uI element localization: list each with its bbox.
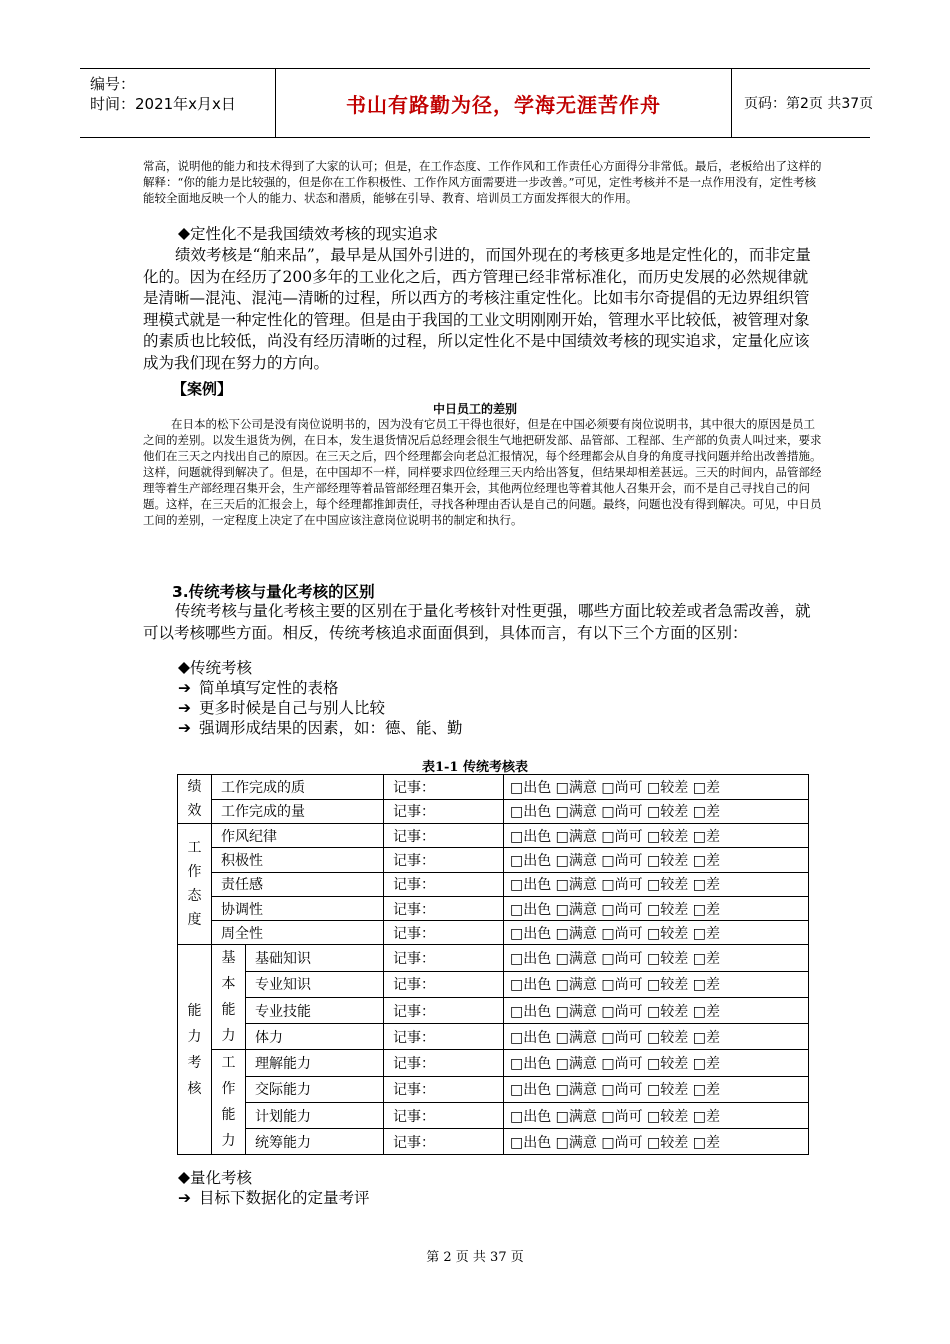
item-cell: 基础知识 <box>246 945 384 971</box>
header-page-cell <box>732 69 874 137</box>
rating-options: □出色 □满意 □尚可 □较差 □差 <box>504 872 809 896</box>
table-row <box>178 799 809 824</box>
traditional-heading <box>178 658 252 678</box>
quant-point: ➔ 目标下数据化的定量考评 <box>178 1189 370 1207</box>
note-cell: 记事： <box>384 799 504 824</box>
rating-options: □出色 □满意 □尚可 □较差 □差 <box>504 896 809 920</box>
quant-heading-text: 量化考核 <box>190 1169 253 1187</box>
case-text: 在日本的松下公司是没有岗位说明书的，因为没有它员工干得也很好，但是在中国必须要有岗位说明书，其中很大的原因是员工之间的差别。以发生退货为例，在日本，发生退货情况后总经理会很生气地把研发部、品管部、工程部、生产部的负责人叫过来，要求他们在三天之内找出自己的原因。在三天之后，四个经理都会向老总汇报情况，每个经理都会从自身的角度寻找问题并给出改善措施。这样，问题就得到解决了。但是，在中国却不一样，同样要求四位经理三天内给出答复，但结果却相差甚远。三天的时间内，品管部经理等着生产部经理召集开会，生产部经理等着品管部经理召集开会，其他两位经理也等着其他人召集开会，而不是自己寻找自己的问题。这样，在三天后的汇报会上，每个经理都推卸责任，寻找各种理由否认是自己的问题。最终，问题也没有得到解决。可见，中日员工间的差别，一定程度上决定了在中国应该注意岗位说明书的制定和执行。 <box>143 417 822 527</box>
table-row <box>178 1024 809 1050</box>
diamond-bullet-icon <box>178 228 190 240</box>
rating-options: □出色 □满意 □尚可 □较差 □差 <box>504 921 809 945</box>
item-cell: 交际能力 <box>246 1076 384 1102</box>
header-time-label: 时间：2021年x月x日 <box>90 95 236 113</box>
note-cell: 记事： <box>384 1024 504 1050</box>
traditional-evaluation-table <box>177 774 809 1155</box>
arrow-right-icon: ➔ <box>178 699 191 717</box>
header-number-label: 编号： <box>90 75 136 93</box>
table-row <box>178 997 809 1023</box>
arrow-right-icon: ➔ <box>178 1189 191 1207</box>
note-cell: 记事： <box>384 1102 504 1128</box>
table-row <box>178 1129 809 1155</box>
rating-options: □出色 □满意 □尚可 □较差 □差 <box>504 1024 809 1050</box>
case-title: 中日员工的差别 <box>432 402 517 416</box>
item-cell: 计划能力 <box>246 1102 384 1128</box>
quant-heading <box>178 1168 252 1188</box>
rating-options: □出色 □满意 □尚可 □较差 □差 <box>504 997 809 1023</box>
note-cell: 记事： <box>384 824 504 848</box>
item-cell: 体力 <box>246 1024 384 1050</box>
point-heading-text: 定性化不是我国绩效考核的现实追求 <box>190 225 439 243</box>
traditional-heading-text: 传统考核 <box>190 659 253 677</box>
table-row <box>178 971 809 997</box>
traditional-point: ➔ 简单填写定性的表格 <box>178 679 339 697</box>
item-cell: 责任感 <box>212 872 384 896</box>
table-caption: 表1-1 传统考核表 <box>421 760 528 775</box>
header-motto: 书山有路勤为径，学海无涯苦作舟 <box>346 92 661 117</box>
subcategory-basic: 基本能力 <box>212 945 246 1050</box>
section-3-paragraph: 传统考核与量化考核主要的区别在于量化考核针对性更强，哪些方面比较差或者急需改善，就可以考核哪些方面。相反，传统考核追求面面俱到，具体而言，有以下三个方面的区别： <box>143 602 811 642</box>
header-meta-cell <box>80 69 276 137</box>
page-header <box>80 68 874 138</box>
arrow-right-icon: ➔ <box>178 719 191 737</box>
rating-options: □出色 □满意 □尚可 □较差 □差 <box>504 971 809 997</box>
table-row <box>178 896 809 920</box>
item-cell: 协调性 <box>212 896 384 920</box>
category-attitude: 工作态度 <box>178 824 212 945</box>
note-cell: 记事： <box>384 1129 504 1155</box>
rating-options: □出色 □满意 □尚可 □较差 □差 <box>504 775 809 800</box>
table-row <box>178 1050 809 1076</box>
note-cell: 记事： <box>384 1050 504 1076</box>
table-row <box>178 775 809 800</box>
note-cell: 记事： <box>384 921 504 945</box>
intro-paragraph: 常高，说明他的能力和技术得到了大家的认可；但是，在工作态度、工作作风和工作责任心方面得分非常低。最后，老板给出了这样的解释：“你的能力是比较强的，但是你在工作积极性、工作作风方面需要进一步改善。”可见，定性考核并不是一点作用没有，定性考核能较全面地反映一个人的能力、状态和潜质，能够在引导、教育、培训员工方面发挥很大的作用。 <box>143 159 822 205</box>
item-cell: 统筹能力 <box>246 1129 384 1155</box>
header-motto-cell <box>276 69 732 137</box>
table-row <box>178 848 809 872</box>
point-heading <box>178 224 438 244</box>
note-cell: 记事： <box>384 775 504 800</box>
traditional-point: ➔ 强调形成结果的因素，如：德、能、勤 <box>178 719 463 737</box>
rating-options: □出色 □满意 □尚可 □较差 □差 <box>504 799 809 824</box>
diamond-bullet-icon <box>178 662 190 674</box>
category-ability: 能力考核 <box>178 945 212 1155</box>
table-row <box>178 1102 809 1128</box>
traditional-point: ➔ 更多时候是自己与别人比较 <box>178 699 386 717</box>
note-cell: 记事： <box>384 848 504 872</box>
subcategory-work: 工作能力 <box>212 1050 246 1155</box>
category-performance: 绩效 <box>178 775 212 824</box>
rating-options: □出色 □满意 □尚可 □较差 □差 <box>504 1129 809 1155</box>
rating-options: □出色 □满意 □尚可 □较差 □差 <box>504 1102 809 1128</box>
item-cell: 工作完成的质 <box>212 775 384 800</box>
note-cell: 记事： <box>384 872 504 896</box>
note-cell: 记事： <box>384 896 504 920</box>
rating-options: □出色 □满意 □尚可 □较差 □差 <box>504 824 809 848</box>
note-cell: 记事： <box>384 971 504 997</box>
item-cell: 理解能力 <box>246 1050 384 1076</box>
item-cell: 作风纪律 <box>212 824 384 848</box>
rating-options: □出色 □满意 □尚可 □较差 □差 <box>504 1076 809 1102</box>
arrow-right-icon: ➔ <box>178 679 191 697</box>
diamond-bullet-icon <box>178 1172 190 1184</box>
case-tag: 【案例】 <box>172 380 233 398</box>
table-row <box>178 945 809 971</box>
page-footer: 第 2 页 共 37 页 <box>426 1250 524 1265</box>
section-3-heading: 3.传统考核与量化考核的区别 <box>172 583 375 601</box>
table-row <box>178 1076 809 1102</box>
item-cell: 积极性 <box>212 848 384 872</box>
item-cell: 专业知识 <box>246 971 384 997</box>
item-cell: 工作完成的量 <box>212 799 384 824</box>
table-row <box>178 921 809 945</box>
rating-options: □出色 □满意 □尚可 □较差 □差 <box>504 848 809 872</box>
note-cell: 记事： <box>384 1076 504 1102</box>
rating-options: □出色 □满意 □尚可 □较差 □差 <box>504 945 809 971</box>
note-cell: 记事： <box>384 997 504 1023</box>
table-row <box>178 824 809 848</box>
item-cell: 专业技能 <box>246 997 384 1023</box>
rating-options: □出色 □满意 □尚可 □较差 □差 <box>504 1050 809 1076</box>
table-row <box>178 872 809 896</box>
header-page-label: 页码：第2页 共37页 <box>744 96 874 112</box>
item-cell: 周全性 <box>212 921 384 945</box>
note-cell: 记事： <box>384 945 504 971</box>
point-paragraph: 绩效考核是“舶来品”，最早是从国外引进的，而国外现在的考核更多地是定性化的，而非定量化的。因为在经历了200多年的工业化之后，西方管理已经非常标准化，而历史发展的必然规律就是清晰—混沌、混沌—清晰的过程，所以西方的考核注重定性化。比如韦尔奇提倡的无边界组织管理模式就是一种定性化的管理。但是由于我国的工业文明刚刚开始，管理水平比较低，被管理对象的素质也比较低，尚没有经历清晰的过程，所以定性化不是中国绩效考核的现实追求，定量化应该成为我们现在努力的方向。 <box>143 246 811 372</box>
